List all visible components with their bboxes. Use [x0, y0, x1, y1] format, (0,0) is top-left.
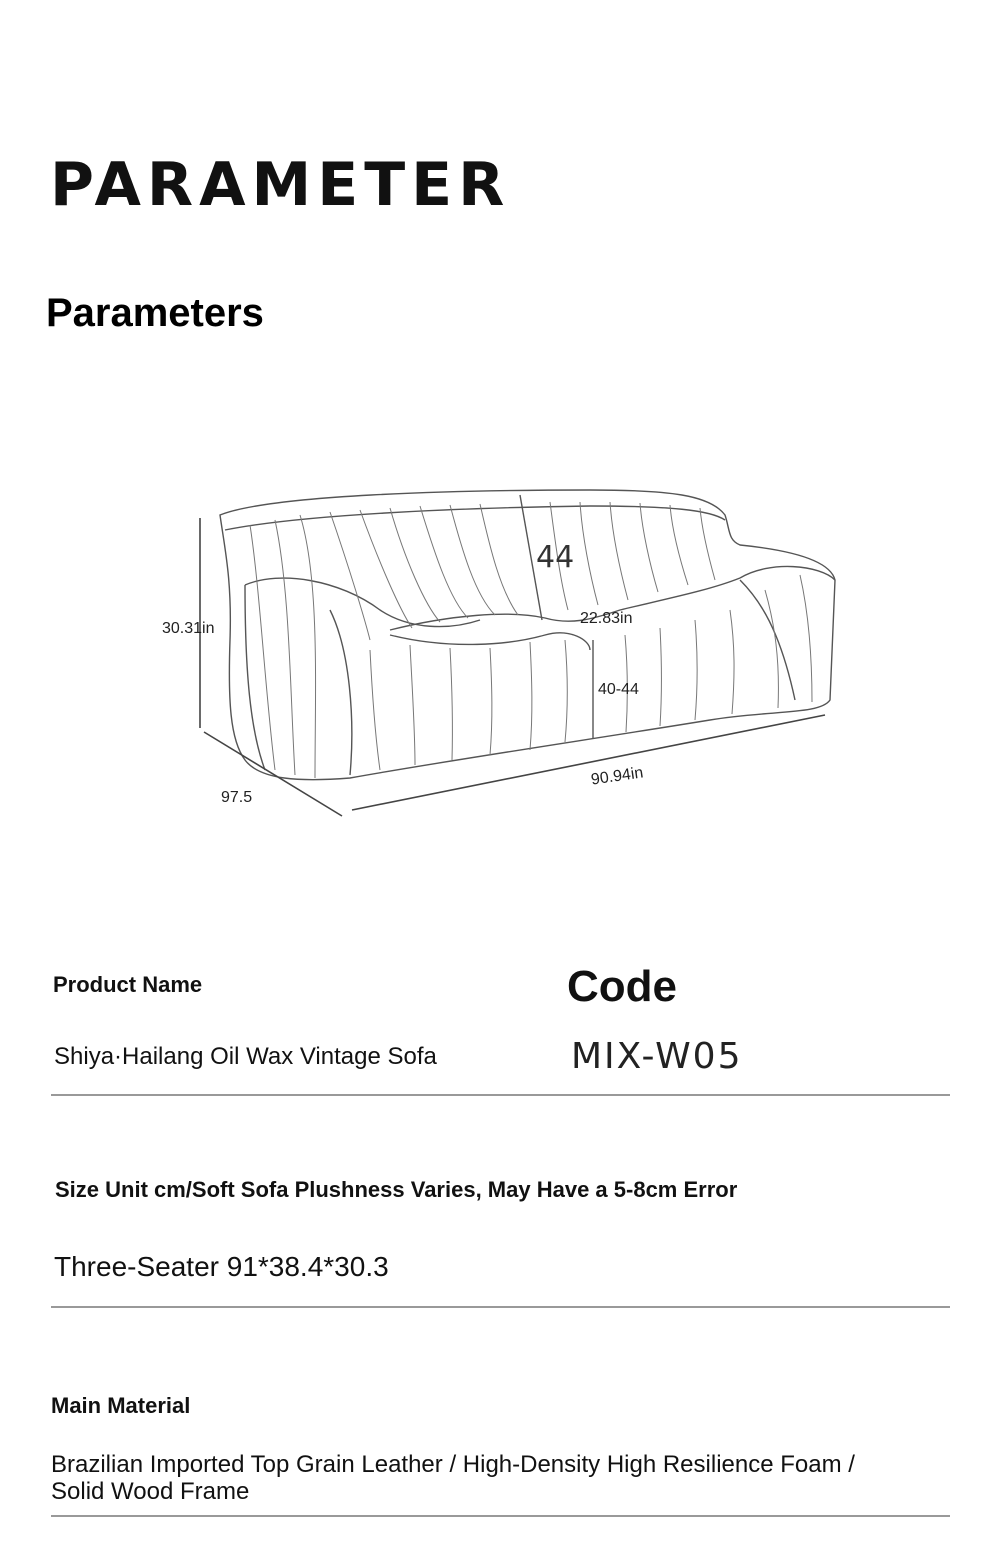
size-label: Size Unit cm/Soft Sofa Plushness Varies, May Have a 5-8cm Error — [55, 1177, 738, 1202]
sofa-dimension-diagram — [150, 470, 870, 840]
divider — [51, 1306, 950, 1308]
height-dimension-label: 30.31in — [162, 620, 215, 637]
width-dimension-label: 90.94in — [590, 764, 645, 789]
page-title: PARAMETER — [50, 150, 511, 220]
sofa-illustration — [150, 470, 870, 840]
divider — [51, 1094, 950, 1096]
divider — [51, 1515, 950, 1517]
depth-dimension-label: 97.5 — [221, 789, 253, 806]
back-dimension-label: 44 — [536, 540, 575, 575]
code-label: Code — [567, 962, 677, 1011]
code-value: MIX-W05 — [571, 1036, 743, 1077]
product-name-label: Product Name — [53, 972, 203, 997]
seat-height-dimension-label: 40-44 — [598, 681, 639, 698]
size-value: Three-Seater 91*38.4*30.3 — [54, 1251, 389, 1282]
section-title: Parameters — [46, 291, 264, 335]
material-label: Main Material — [51, 1393, 191, 1418]
seat-depth-dimension-label: 22.83in — [580, 610, 633, 627]
product-name-value: Shiya·Hailang Oil Wax Vintage Sofa — [54, 1043, 437, 1070]
material-value: Brazilian Imported Top Grain Leather / High-Density High Resilience Foam / Solid Wood Frame — [51, 1451, 855, 1505]
